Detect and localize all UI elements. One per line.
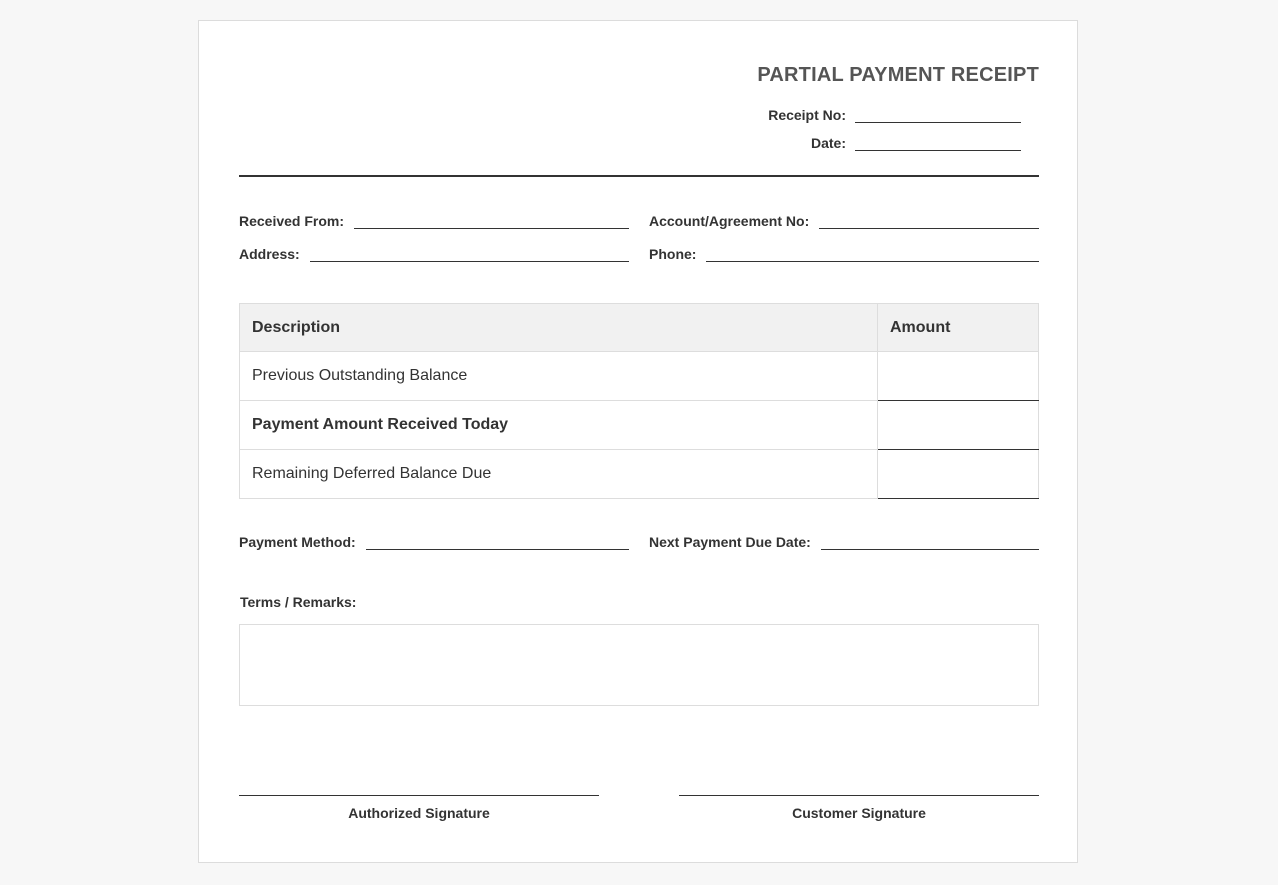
received-from-field[interactable]	[354, 214, 629, 229]
remarks-label: Terms / Remarks:	[240, 594, 357, 610]
account-row	[649, 207, 1039, 229]
customer-signature-line[interactable]	[679, 795, 1039, 796]
table-row	[240, 450, 1039, 499]
table-header-row	[240, 304, 1039, 352]
payment-method-field[interactable]	[366, 535, 629, 550]
phone-label: Phone:	[649, 246, 697, 262]
address-field[interactable]	[310, 247, 629, 262]
payment-method-row	[239, 528, 629, 550]
page-title: PARTIAL PAYMENT RECEIPT	[757, 64, 1039, 86]
header-divider	[239, 175, 1039, 177]
received-from-row	[239, 207, 629, 229]
amount-header: Amount	[878, 304, 1039, 352]
row-amount-field[interactable]	[878, 352, 1039, 401]
row-amount-field[interactable]	[878, 401, 1039, 450]
date-label: Date:	[810, 135, 846, 151]
next-due-row	[649, 528, 1039, 550]
receipt-no-label: Receipt No:	[768, 107, 846, 123]
authorized-signature-block	[239, 795, 599, 821]
receipt-no-row	[768, 103, 1021, 123]
remarks-textarea[interactable]	[239, 624, 1039, 706]
description-header: Description	[240, 304, 878, 352]
next-due-field[interactable]	[821, 535, 1039, 550]
account-field[interactable]	[819, 214, 1039, 229]
row-description: Remaining Deferred Balance Due	[240, 450, 878, 499]
phone-row	[649, 240, 1039, 262]
next-due-label: Next Payment Due Date:	[649, 534, 811, 550]
phone-field[interactable]	[706, 247, 1039, 262]
date-row	[811, 131, 1021, 151]
customer-signature-block	[679, 795, 1039, 821]
payment-method-label: Payment Method:	[239, 534, 356, 550]
receipt-sheet	[198, 20, 1078, 863]
address-label: Address:	[239, 246, 300, 262]
row-description: Payment Amount Received Today	[240, 401, 878, 450]
table-row	[240, 401, 1039, 450]
account-label: Account/Agreement No:	[649, 213, 810, 229]
authorized-signature-label: Authorized Signature	[348, 805, 490, 821]
payment-table	[239, 303, 1039, 499]
authorized-signature-line[interactable]	[239, 795, 599, 796]
row-description: Previous Outstanding Balance	[240, 352, 878, 401]
address-row	[239, 240, 629, 262]
table-row	[240, 352, 1039, 401]
customer-signature-label: Customer Signature	[792, 805, 926, 821]
receipt-no-field[interactable]	[855, 108, 1021, 123]
received-from-label: Received From:	[239, 213, 345, 229]
row-amount-field[interactable]	[878, 450, 1039, 499]
date-field[interactable]	[855, 136, 1021, 151]
